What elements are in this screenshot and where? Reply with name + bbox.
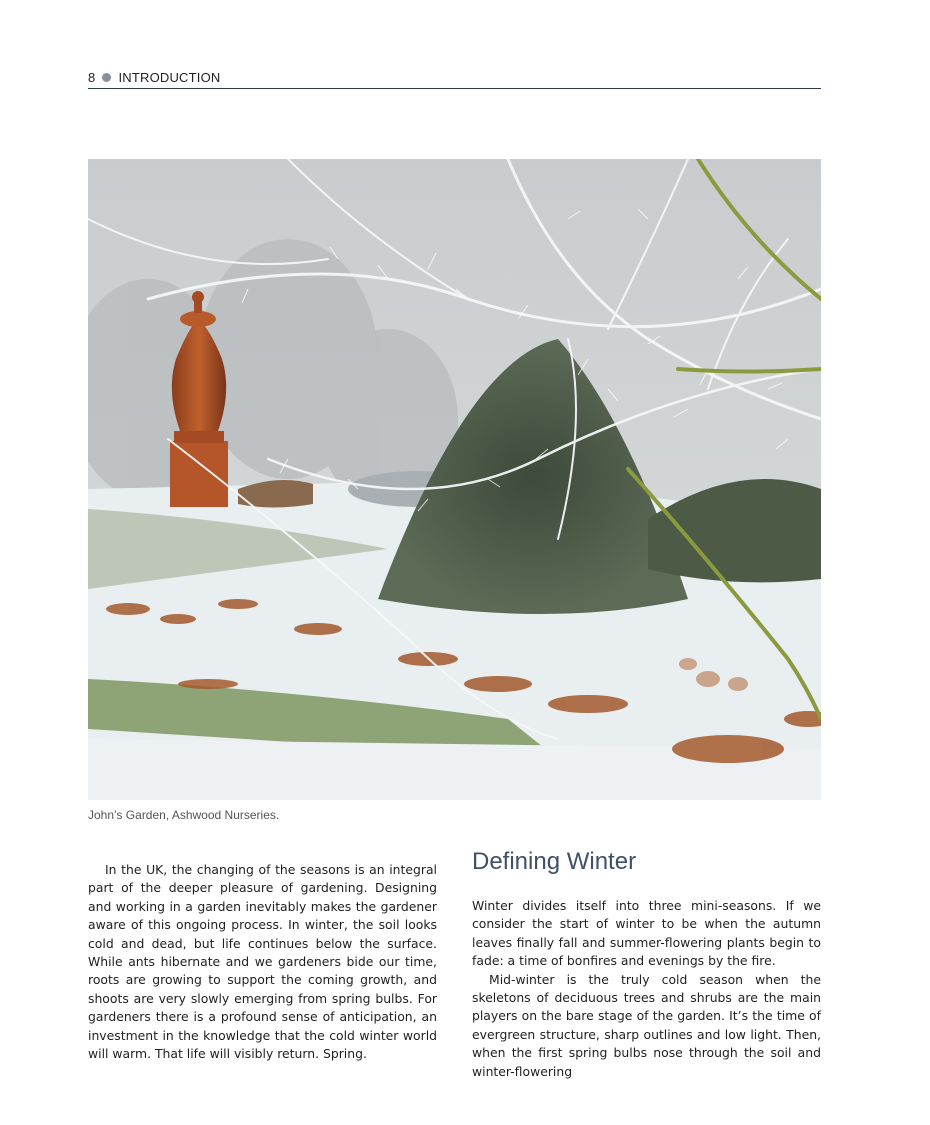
body-paragraph: Mid-winter is the truly cold season when the skeletons of deciduous trees and shrubs are the main players on the bare stage of the garden. It’s the time of evergreen structure, sharp outlines and low light. Then, when the first spring bulbs nose through the soil and winter-flowering bbox=[472, 971, 821, 1079]
page-number: 8 bbox=[88, 69, 96, 85]
garden-photo bbox=[88, 159, 821, 800]
left-column bbox=[88, 861, 437, 1063]
running-header bbox=[88, 66, 821, 89]
frosted-garden-illustration bbox=[88, 159, 821, 800]
body-paragraph: Winter divides itself into three mini-seasons. If we consider the start of winter to be when the autumn leaves finally fall and summer-flowering plants begin to fade: a time of bonfires and evenings by the fire. bbox=[472, 898, 821, 969]
section-heading: Defining Winter bbox=[472, 848, 637, 875]
section-title: INTRODUCTION bbox=[118, 69, 221, 85]
intro-paragraph: In the UK, the changing of the seasons is an integral part of the deeper pleasure of gardening. Designing and working in a garden inevitably makes the gardener aware of this ongoing process. In winter, the soil looks cold and dead, but life continues below the surface. While ants hibernate and we gardeners bide our time, roots are growing to support the coming growth, and shoots are very slowly emerging from spring bulbs. For gardeners there is a profound sense of anticipation, an investment in the knowledge that the cold winter world will warm. That life will visibly return. Spring. bbox=[88, 862, 437, 1062]
bullet-dot-icon bbox=[102, 73, 111, 82]
photo-caption: John’s Garden, Ashwood Nurseries. bbox=[88, 808, 280, 822]
right-column bbox=[472, 897, 821, 1081]
